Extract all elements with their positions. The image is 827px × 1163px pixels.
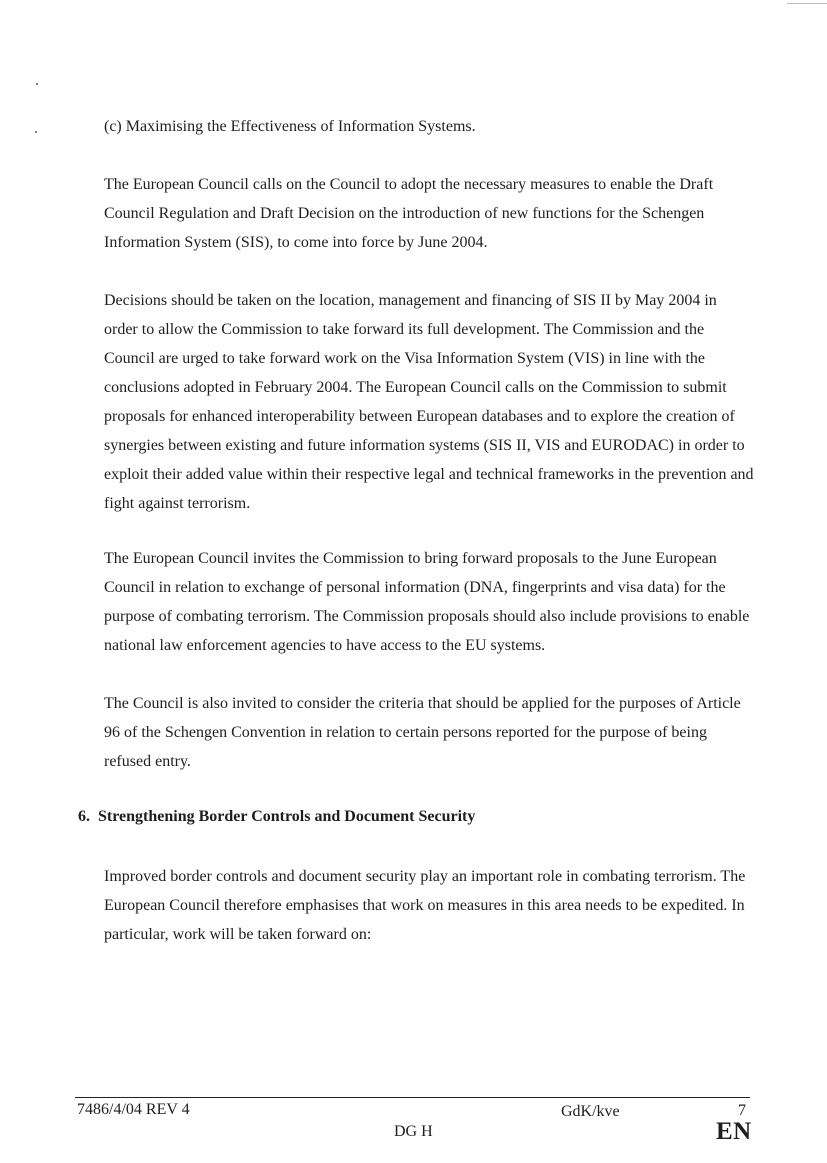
paragraph-personal-information: The European Council invites the Commission to bring forward proposals to the June European Council in relation to exchange of personal information (DNA, fingerprints and visa data) for the purpose of combating terrorism. The Commission proposals should also include provisions to enable national law enforcement agencies to have access to the EU systems. bbox=[104, 550, 750, 654]
paragraph-sis-regulation: The European Council calls on the Council to adopt the necessary measures to enable the Draft Council Regulation and Draft Decision on the introduction of new functions for the Schengen Information System (SIS), to come into force by June 2004. bbox=[104, 176, 714, 251]
scan-speck bbox=[36, 83, 38, 85]
scan-speck bbox=[35, 131, 37, 133]
scan-edge-mark bbox=[787, 3, 827, 4]
section-heading bbox=[78, 804, 475, 830]
document-reference: 7486/4/04 REV 4 bbox=[77, 1101, 190, 1118]
footer-divider bbox=[75, 1097, 750, 1098]
subsection-title: (c) Maximising the Effectiveness of Information Systems. bbox=[104, 118, 476, 135]
language-code: EN bbox=[716, 1118, 752, 1145]
paragraph-border-controls: Improved border controls and document security play an important role in combating terrorism. The European Council therefore emphasises that work on measures in this area needs to be expedited. In particular, work will be taken forward on: bbox=[104, 868, 746, 943]
paragraph-article-96: The Council is also invited to consider the criteria that should be applied for the purposes of Article 96 of the Schengen Convention in relation to certain persons reported for the purpose of being refused entry. bbox=[104, 695, 741, 770]
section-title: Strengthening Border Controls and Document Security bbox=[98, 808, 476, 825]
section-number: 6. bbox=[78, 808, 90, 825]
paragraph-sis-ii-vis: Decisions should be taken on the location, management and financing of SIS II by May 2004 in order to allow the Commission to take forward its full development. The Commission and the Council are urged to take forward work on the Visa Information System (VIS) in line with the conclusions adopted in February 2004. The European Council calls on the Commission to submit proposals for enhanced interoperability between European databases and to explore the creation of synergies between existing and future information systems (SIS II, VIS and EURODAC) in order to exploit their added value within their respective legal and technical frameworks in the prevention and fight against terrorism. bbox=[104, 292, 754, 512]
page-number: 7 bbox=[738, 1102, 746, 1119]
author-initials: GdK/kve bbox=[561, 1103, 620, 1120]
directorate-label: DG H bbox=[394, 1123, 433, 1140]
